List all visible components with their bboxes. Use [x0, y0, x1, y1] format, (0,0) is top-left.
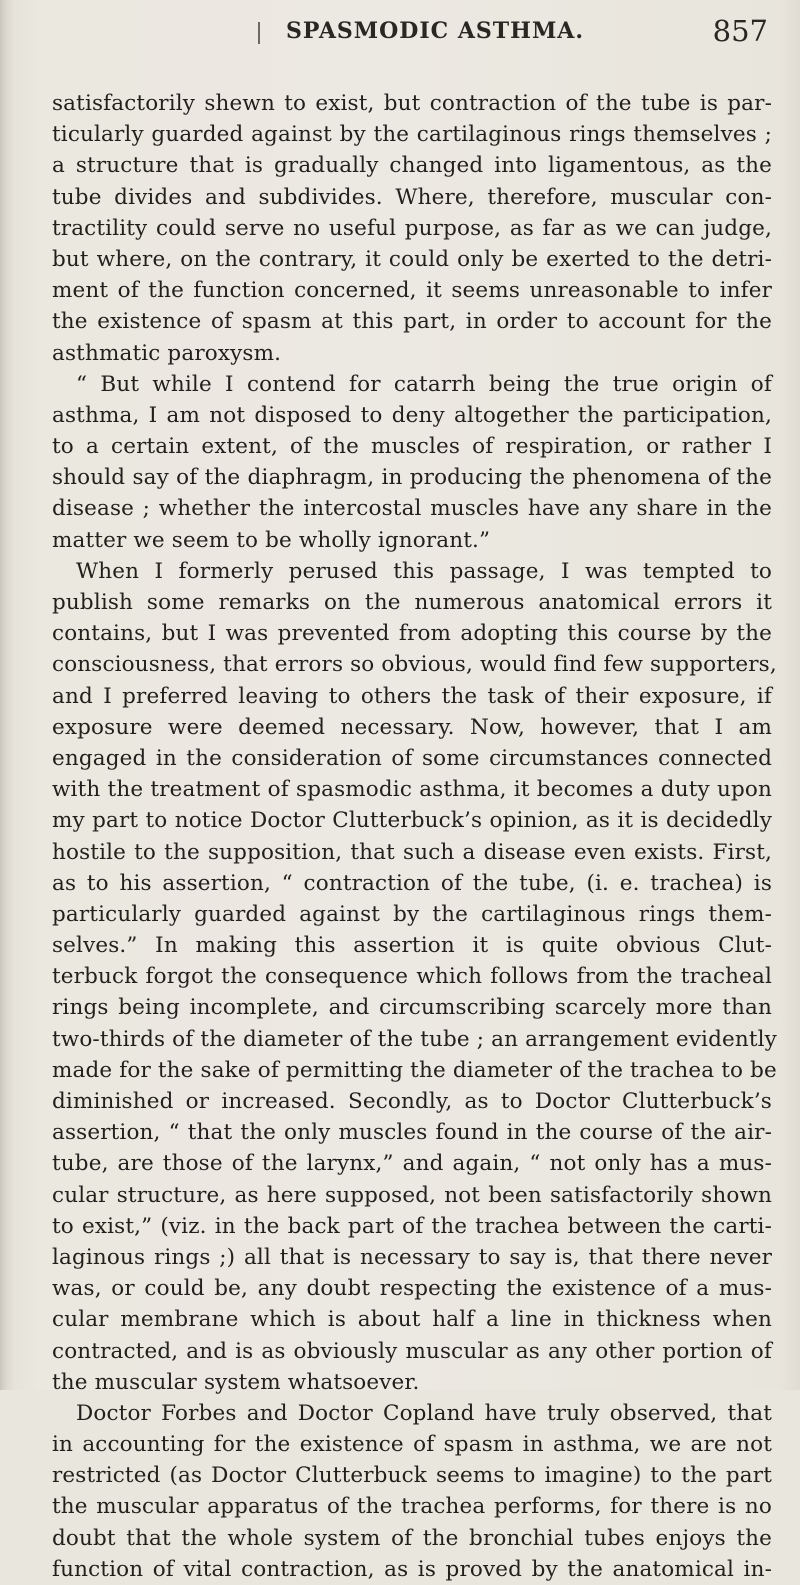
text-line: publish some remarks on the numerous anatomical errors it — [52, 590, 772, 615]
text-line: selves.” In making this assertion it is quite obvious Clut- — [52, 933, 772, 959]
text-line: made for the sake of permitting the diameter of the trachea to be — [52, 1057, 777, 1083]
text-line: to a certain extent, of the muscles of respiration, or rather I — [52, 434, 772, 460]
text-line: two-thirds of the diameter of the tube ; an arrangement evidently — [52, 1026, 777, 1052]
text-line: hostile to the supposition, that such a disease even exists. First, — [52, 839, 772, 865]
text-line: ticularly guarded against by the cartilaginous rings themselves ; — [52, 122, 772, 148]
margin-mark — [258, 22, 260, 44]
body-text — [52, 88, 777, 1585]
text-line: a structure that is gradually changed into ligamentous, as the — [52, 153, 772, 179]
text-line: should say of the diaphragm, in producing the phenomena of the — [52, 465, 772, 491]
text-line: tube divides and subdivides. Where, therefore, muscular con- — [52, 184, 772, 210]
text-line: contains, but I was prevented from adopting this course by the — [52, 621, 772, 647]
text-line: cular membrane which is about half a line in thickness when — [52, 1307, 772, 1333]
text-line: function of vital contraction, as is proved by the anatomical in- — [52, 1556, 772, 1582]
text-line: restricted (as Doctor Clutterbuck seems to imagine) to the part — [52, 1463, 772, 1489]
text-line: diminished or increased. Secondly, as to Doctor Clutterbuck’s — [52, 1089, 772, 1114]
page-gutter-shadow — [0, 0, 14, 1390]
text-line: When I formerly perused this passage, I was tempted to — [76, 558, 772, 584]
text-line: exposure were deemed necessary. Now, however, that I am — [52, 714, 772, 740]
text-line: consciousness, that errors so obvious, would find few supporters, — [52, 652, 777, 678]
text-line: contracted, and is as obviously muscular as any other portion of — [52, 1338, 772, 1364]
text-line: particularly guarded against by the cartilaginous rings them- — [52, 901, 772, 927]
text-line: but where, on the contrary, it could only be exerted to the detri- — [52, 246, 772, 272]
text-line: tube, are those of the larynx,” and again, “ not only has a mus- — [52, 1151, 772, 1177]
text-line: cular structure, as here supposed, not been satisfactorily shown — [52, 1182, 772, 1208]
text-line: with the treatment of spasmodic asthma, it becomes a duty upon — [52, 777, 772, 803]
text-line: and I preferred leaving to others the task of their exposure, if — [52, 683, 772, 709]
text-line: ment of the function concerned, it seems unreasonable to infer — [52, 278, 772, 304]
text-line: doubt that the whole system of the bronchial tubes enjoys the — [52, 1525, 772, 1551]
text-line: engaged in the consideration of some circumstances connected — [52, 745, 772, 771]
text-line: in accounting for the existence of spasm in asthma, we are not — [52, 1432, 772, 1458]
text-line: to exist,” (viz. in the back part of the trachea between the carti- — [52, 1213, 772, 1239]
text-line: was, or could be, any doubt respecting the existence of a mus- — [52, 1276, 772, 1302]
text-line: my part to notice Doctor Clutterbuck’s opinion, as it is decidedly — [52, 808, 772, 834]
text-line: rings being incomplete, and circumscribing scarcely more than — [52, 995, 772, 1021]
running-head — [258, 16, 768, 56]
text-line: disease ; whether the intercostal muscles have any share in the — [52, 496, 772, 522]
text-line: laginous rings ;) all that is necessary to say is, that there never — [52, 1244, 772, 1270]
text-line: the muscular apparatus of the trachea performs, for there is no — [52, 1494, 772, 1520]
running-head-title: SPASMODIC ASTHMA. — [286, 18, 585, 44]
text-line: asthmatic paroxysm. — [52, 340, 282, 366]
text-line: matter we seem to be wholly ignorant.” — [52, 527, 491, 553]
text-line: Doctor Forbes and Doctor Copland have truly observed, that — [76, 1400, 772, 1426]
page-number: 857 — [712, 14, 768, 48]
text-line: satisfactorily shewn to exist, but contraction of the tube is par- — [52, 91, 772, 116]
text-line: asthma, I am not disposed to deny altogether the participation, — [52, 402, 772, 428]
text-line: “ But while I contend for catarrh being the true origin of — [76, 371, 772, 397]
text-line: tractility could serve no useful purpose, as far as we can judge, — [52, 215, 772, 241]
text-line: the muscular system whatsoever. — [52, 1369, 420, 1395]
text-line: terbuck forgot the consequence which follows from the tracheal — [52, 964, 772, 990]
text-line: as to his assertion, “ contraction of the tube, (i. e. trachea) is — [52, 870, 772, 896]
text-line: the existence of spasm at this part, in order to account for the — [52, 309, 772, 335]
text-line: assertion, “ that the only muscles found in the course of the air- — [52, 1120, 772, 1146]
